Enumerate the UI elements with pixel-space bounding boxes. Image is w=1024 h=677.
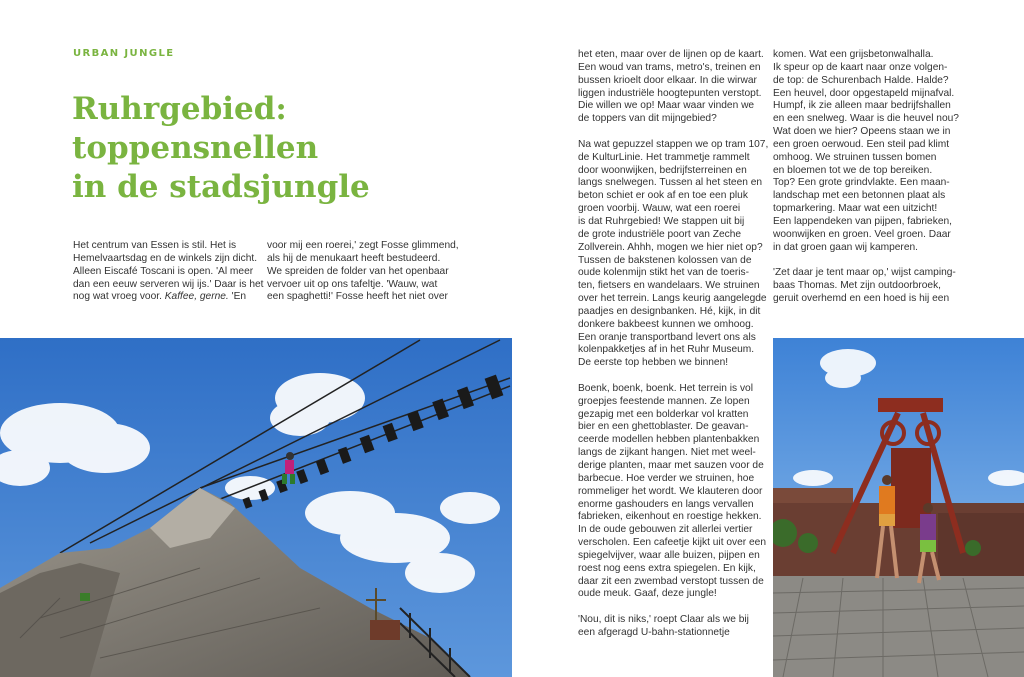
text-line: en een snelweg. Waar is die heuvel nou? — [773, 113, 959, 125]
text-line: door woonwijken, bedrijfsterreinen en — [578, 164, 747, 176]
text-line: Ik speur op de kaart naar onze volgen- — [773, 61, 948, 73]
text-line: donkere bakbeest kunnen we omhoog. — [578, 318, 754, 330]
text-line: verscholen. Een cafeetje kijkt uit over een — [578, 537, 767, 549]
text-line: 'Zet daar je tent maar op,' wijst camping- — [773, 267, 956, 279]
text-line: ceerde modellen hebben plantenbakken — [578, 434, 760, 446]
text-line: 'Nou, dit is niks,' roept Claar als we bij — [578, 614, 749, 626]
text-line: roest nog eens extra spiegelen. En kijk, — [578, 562, 756, 574]
text-line: bier en een ghettoblaster. De geavan- — [578, 421, 749, 433]
text-line: de toppers van dit mijngebied? — [578, 113, 717, 125]
text-line: het eten, maar over de lijnen op de kaart. — [578, 49, 764, 60]
text-line: topmarkering. Maar wat een uitzicht! — [773, 203, 938, 215]
text-line: als hij de menukaart heeft bestudeerd. — [267, 252, 441, 264]
headframe-illustration — [773, 338, 1024, 677]
section-label: URBAN JUNGLE — [73, 48, 175, 59]
text-line: landschap met een betonnen plaat als — [773, 190, 946, 202]
text-line: over het terrein. Langs keurig aangelegde — [578, 293, 767, 305]
text-line: groepjes feestende mannen. Ze lopen — [578, 395, 750, 407]
text-line: liggen industriële hoogtepunten verstopt. — [578, 87, 762, 99]
rope-bridge-photo — [0, 338, 512, 677]
text-line: langs de zijkant hangen. Niet met weel- — [578, 447, 756, 459]
text-line: Wat doen we hier? Opeens staan we in — [773, 126, 951, 138]
text-line: in dat groen gaan wij kamperen. — [773, 241, 918, 253]
title-line: toppensnellen — [72, 130, 319, 166]
text-line: gezapig met een bolderkar vol kratten — [578, 408, 749, 420]
text-line: barbecue. Hoe verder we struinen, hoe — [578, 472, 755, 484]
article-title — [72, 90, 472, 207]
paragraph — [773, 49, 973, 255]
text-line: In de oude gebouwen zit allerlei vertier — [578, 524, 753, 536]
body-column-4 — [773, 49, 973, 319]
text-line: daar zit een zwembad verstopt tussen de — [578, 575, 764, 587]
paragraph — [578, 382, 767, 601]
text-line: vervoer uit op ons tafeltje. 'Wauw, wat — [267, 278, 438, 290]
text-line: spiegelvijver, waar alle buizen, pijpen en — [578, 549, 760, 561]
text-line: oude meuk. Gaaf, deze jungle! — [578, 588, 717, 600]
body-column-1 — [73, 240, 264, 304]
text-line: beton schiet er ook af en toe een pluk — [578, 190, 748, 202]
text-line: Tussen de bakstenen kolossen van de — [578, 254, 752, 266]
text-line: en bloemen tot we de top bereiken. — [773, 164, 933, 176]
text-line — [73, 291, 258, 304]
text-line: de grote industriële poort van Zeche — [578, 228, 742, 240]
text-line: Een oranje transportband levert ons als — [578, 331, 756, 343]
text-line: Humpf, ik zie alleen maar bedrijfshallen — [773, 100, 951, 112]
title-line: in de stadsjungle — [72, 169, 370, 205]
paragraph — [578, 138, 769, 370]
text-line: langs snelwegen. Tussen al het steen en — [578, 177, 763, 189]
text-line: Het centrum van Essen is stil. Het is — [73, 240, 237, 251]
rope-bridge-illustration — [0, 338, 512, 677]
text-line: komen. Wat een grijsbetonwalhalla. — [773, 49, 934, 60]
title-line: Ruhrgebied: — [72, 91, 287, 127]
text-line: Die willen we op! Maar waar vinden we — [578, 100, 755, 112]
text-line: Een heuvel, door opgestapeld mijnafval. — [773, 87, 955, 99]
text-line: een groen oerwoud. Een steil pad klimt — [773, 138, 950, 150]
text-line: woonwijken en groen. Veel groen. Daar — [773, 228, 951, 240]
text-run: nog wat vroeg voor. — [73, 291, 162, 303]
text-line: baas Thomas. Met zijn outdoorbroek, — [773, 280, 941, 292]
text-line: ten, fietsers en wandelaars. We struinen — [578, 280, 760, 292]
paragraph — [578, 614, 763, 640]
body-column-3 — [578, 49, 769, 653]
text-line: de top: de Schurenbach Halde. Halde? — [773, 74, 949, 86]
text-line: rommeliger het wordt. We klauteren door — [578, 485, 763, 497]
text-line: Top? Een grote grindvlakte. Een maan- — [773, 177, 950, 189]
text-line: voor mij een roerei,' zegt Fosse glimmend, — [267, 240, 459, 251]
text-line: is dat Ruhrgebied! We stappen uit bij — [578, 215, 745, 227]
text-line: bussen krioelt door elkaar. In die wirwar — [578, 74, 757, 86]
paragraph — [773, 267, 973, 306]
text-line: Na wat gepuzzel stappen we op tram 107, — [578, 138, 769, 150]
text-line: Boenk, boenk, boenk. Het terrein is vol — [578, 382, 753, 394]
text-line: een afgeragd U-bahn-stationnetje — [578, 626, 730, 638]
text-line: paadjes en designbanken. Hé, kijk, in dit — [578, 305, 761, 317]
text-line: dan een eeuw serveren wij ijs.' Daar is het — [73, 278, 264, 290]
text-line: Hemelvaartsdag en de winkels zijn dicht. — [73, 252, 258, 264]
text-line: omhoog. We struinen tussen bomen — [773, 151, 937, 163]
text-line: een spaghetti!' Fosse heeft het niet over — [267, 291, 448, 303]
text-line: fabrieken, eikenhout en roestige hekken. — [578, 511, 762, 523]
text-line: De eerste top hebben we binnen! — [578, 357, 729, 369]
text-line: groen voorbij. Wauw, wat een roerei — [578, 203, 741, 215]
text-line: geruit overhemd en een hoed is hij een — [773, 293, 950, 305]
zollverein-photo — [773, 338, 1024, 677]
text-line: We spreiden de folder van het openbaar — [267, 265, 449, 277]
text-line: enorme gashouders en langs vervallen — [578, 498, 754, 510]
paragraph — [578, 49, 763, 126]
text-line: de KulturLinie. Het trammetje rammelt — [578, 151, 750, 163]
text-line: Alleen Eiscafé Toscani is open. 'Al meer — [73, 265, 254, 277]
body-column-2 — [267, 240, 457, 304]
italic-text: Kaffee, gerne. — [164, 291, 229, 303]
text-line: derige planten, maar met sauzen voor de — [578, 460, 764, 471]
text-line: kolenpakketjes af in het Ruhr Museum. — [578, 344, 755, 356]
text-line: Een lappendeken van pijpen, fabrieken, — [773, 215, 952, 227]
text-line: oude kolenmijn stikt het van de toeris- — [578, 267, 750, 279]
text-run: 'En — [231, 291, 247, 303]
text-line: Een woud van trams, metro's, treinen en — [578, 61, 761, 73]
text-line: Zollverein. Ahhh, mogen we hier niet op? — [578, 241, 763, 253]
